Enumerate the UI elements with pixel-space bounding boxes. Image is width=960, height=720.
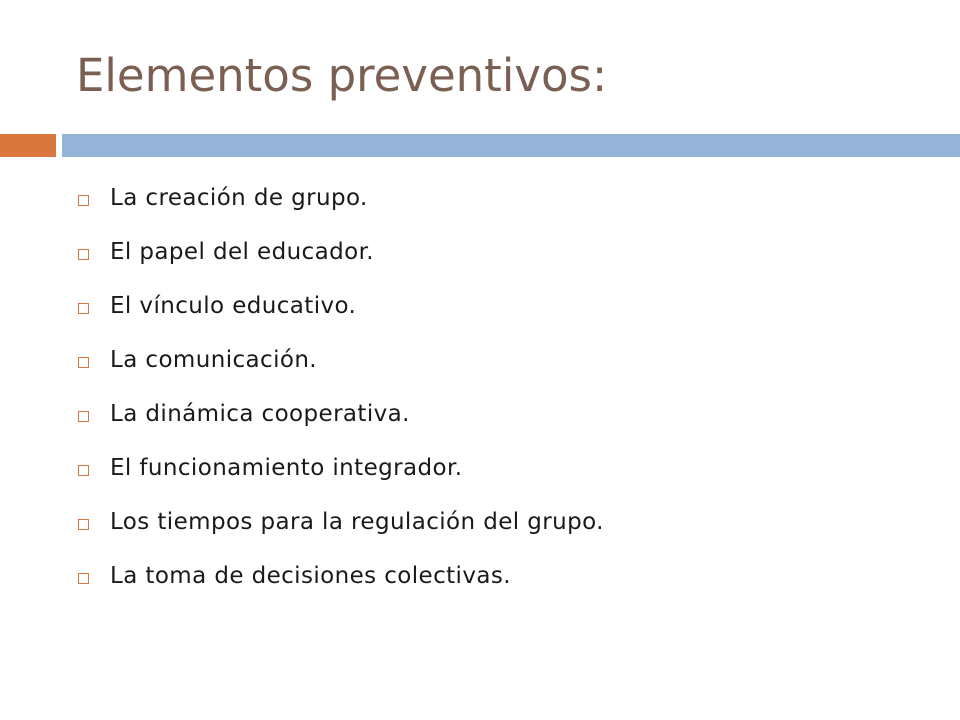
square-bullet-icon [78, 573, 89, 584]
list-item-label: Los tiempos para la regulación del grupo. [110, 509, 604, 535]
list-item-label: La dinámica cooperativa. [110, 401, 410, 427]
square-bullet-icon [78, 249, 89, 260]
list-item-label: El papel del educador. [110, 239, 375, 265]
list-item-label: La creación de grupo. [110, 185, 368, 211]
list-item-label: La toma de decisiones colectivas. [110, 563, 511, 589]
slide-title: Elementos preventivos: [76, 49, 608, 102]
square-bullet-icon [78, 303, 89, 314]
square-bullet-icon [78, 357, 89, 368]
list-item-label: La comunicación. [110, 347, 318, 373]
square-bullet-icon [78, 519, 89, 530]
accent-bar-blue [62, 134, 960, 157]
square-bullet-icon [78, 195, 89, 206]
square-bullet-icon [78, 465, 89, 476]
accent-bar-orange [0, 134, 56, 157]
list-item-label: El funcionamiento integrador. [110, 455, 463, 481]
list-item-label: El vínculo educativo. [110, 293, 357, 319]
square-bullet-icon [78, 411, 89, 422]
